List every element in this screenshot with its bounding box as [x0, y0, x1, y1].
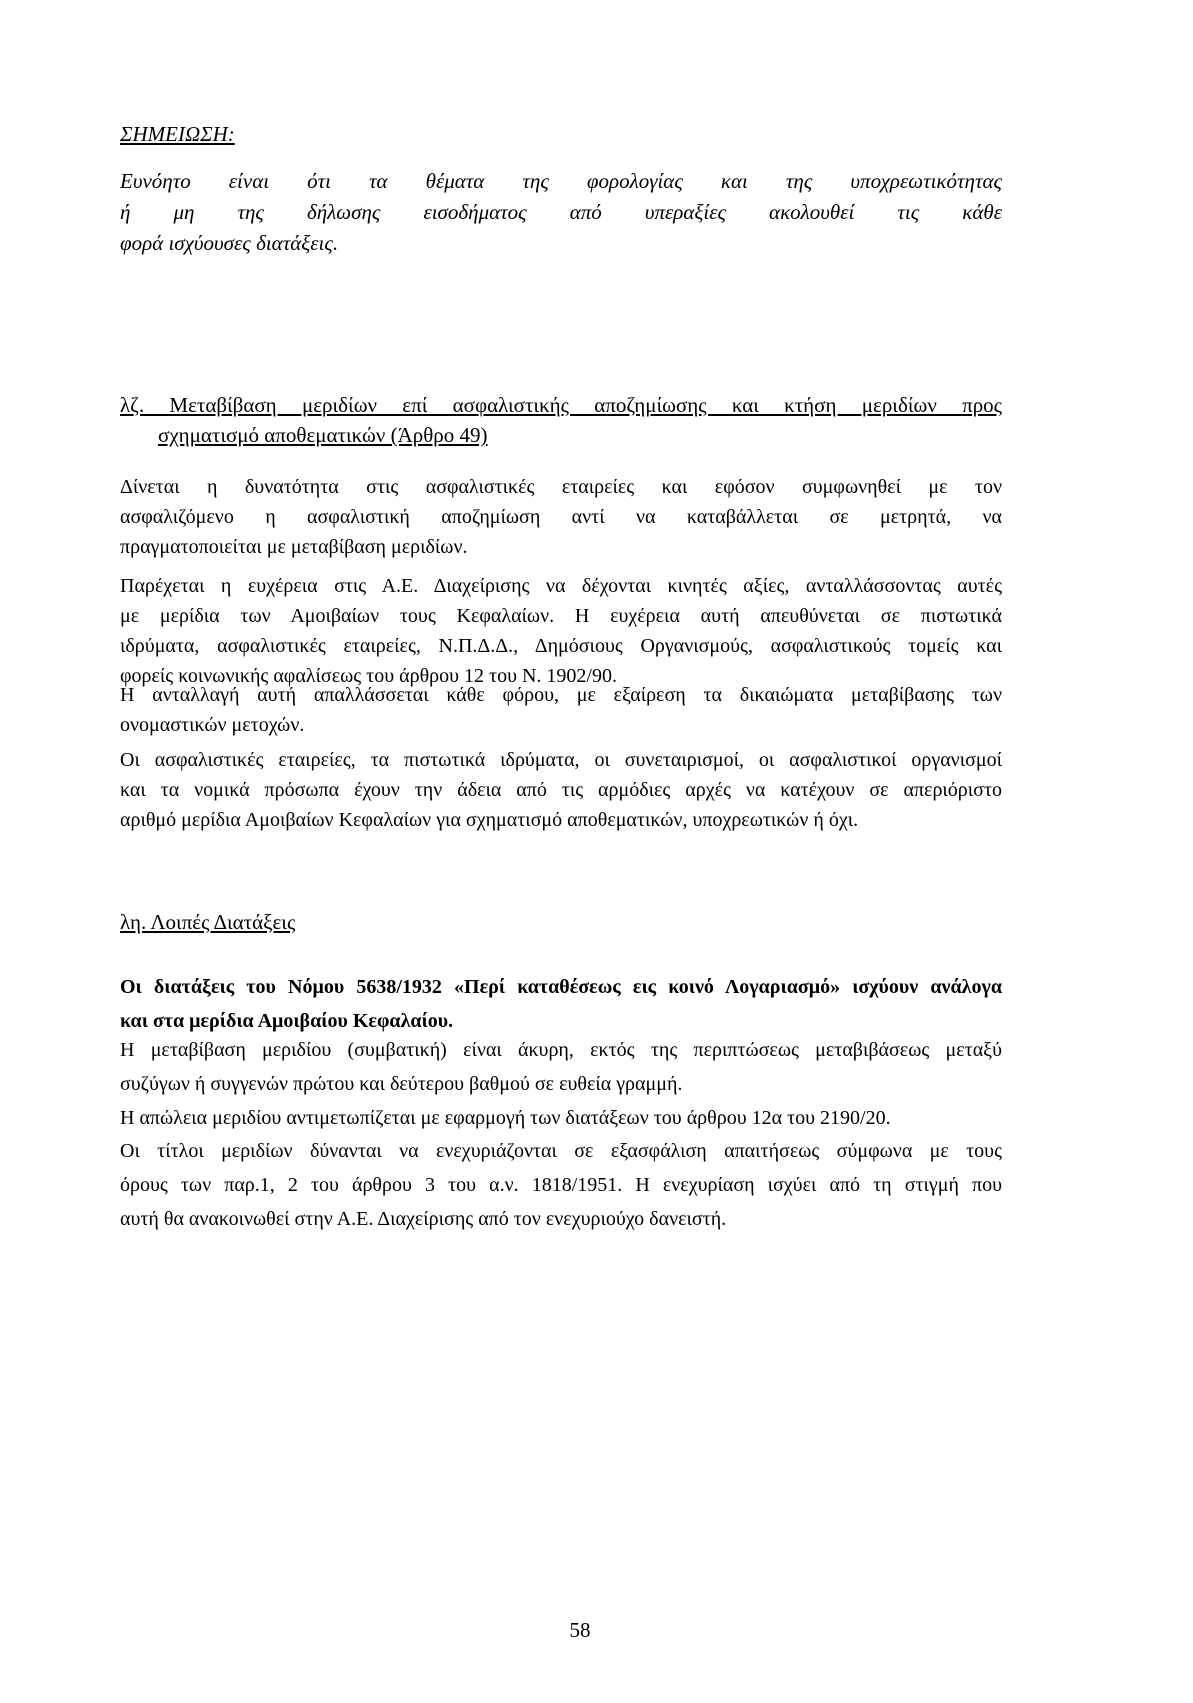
note-line: ή μη της δήλωσης εισοδήματος από υπεραξίες ακολουθεί τις κάθε — [120, 200, 1002, 224]
note-title: ΣΗΜΕΙΩΣΗ: — [120, 122, 235, 146]
paragraph-line: και τα νομικά πρόσωπα έχουν την άδεια από τις αρμόδιες αρχές να κατέχουν σε απεριόριστο — [120, 779, 1002, 801]
paragraph — [120, 571, 1002, 691]
paragraph-line: Οι τίτλοι μεριδίων δύνανται να ενεχυριάζονται σε εξασφάλιση απαιτήσεως σύμφωνα με τους — [120, 1140, 1002, 1162]
paragraph-line: Παρέχεται η ευχέρεια στις Α.Ε. Διαχείρισης να δέχονται κινητές αξίες, ανταλλάσσοντας αυτές — [120, 575, 1002, 597]
paragraph — [120, 1101, 1002, 1135]
paragraph-line: με μερίδια των Αμοιβαίων τους Κεφαλαίων. Η ευχέρεια αυτή απευθύνεται σε πιστωτικά — [120, 605, 1002, 627]
paragraph — [120, 745, 1002, 835]
paragraph-line: αριθμό μερίδια Αμοιβαίων Κεφαλαίων για σχηματισμό αποθεματικών, υποχρεωτικών ή όχι. — [120, 809, 859, 831]
paragraph-line: φορείς κοινωνικής αφαλίσεως του άρθρου 12 του Ν. 1902/90. — [120, 665, 617, 687]
note-line: φορά ισχύουσες διατάξεις. — [120, 231, 339, 255]
paragraph — [120, 1134, 1002, 1236]
section-heading-lz — [120, 390, 1002, 450]
note-body — [120, 166, 1002, 259]
paragraph-line: Οι ασφαλιστικές εταιρείες, τα πιστωτικά ιδρύματα, οι συνεταιρισμοί, οι ασφαλιστικοί οργανισμοί — [120, 749, 1002, 771]
section-heading-line: λζ. Μεταβίβαση μεριδίων επί ασφαλιστικής αποζημίωσης και κτήση μεριδίων προς — [120, 393, 1002, 417]
paragraph — [120, 680, 1002, 740]
paragraph-line: ιδρύματα, ασφαλιστικές εταιρείες, Ν.Π.Δ.Δ., Δημόσιους Οργανισμούς, ασφαλιστικούς τομείς και — [120, 635, 1002, 657]
section-heading-line: σχηματισμό αποθεματικών (Άρθρο 49) — [158, 423, 488, 447]
paragraph-line: Η απώλεια μεριδίου αντιμετωπίζεται με εφαρμογή των διατάξεων του άρθρου 12α του 2190/20. — [120, 1107, 891, 1129]
page-number: 58 — [569, 1618, 591, 1642]
paragraph-line: Η ανταλλαγή αυτή απαλλάσσεται κάθε φόρου, με εξαίρεση τα δικαιώματα μεταβίβασης των — [120, 684, 1002, 706]
paragraph-line: και στα μερίδια Αμοιβαίου Κεφαλαίου. — [120, 1010, 454, 1032]
paragraph-line: Οι διατάξεις του Νόμου 5638/1932 «Περί καταθέσεως εις κοινό Λογαριασμό» ισχύουν ανάλογα — [120, 976, 1002, 998]
paragraph — [120, 970, 1002, 1038]
paragraph-line: συζύγων ή συγγενών πρώτου και δεύτερου βαθμού σε ευθεία γραμμή. — [120, 1073, 683, 1095]
section-heading-li: λη. Λοιπές Διατάξεις — [120, 910, 296, 934]
paragraph — [120, 472, 1002, 562]
paragraph-line: ασφαλιζόμενο η ασφαλιστική αποζημίωση αντί να καταβάλλεται σε μετρητά, να — [120, 506, 1002, 528]
paragraph-line: ονομαστικών μετοχών. — [120, 714, 305, 736]
paragraph-line: όρους των παρ.1, 2 του άρθρου 3 του α.ν. 1818/1951. Η ενεχυρίαση ισχύει από τη στιγμή που — [120, 1174, 1002, 1196]
paragraph-line: πραγματοποιείται με μεταβίβαση μεριδίων. — [120, 536, 468, 558]
paragraph-line: αυτή θα ανακοινωθεί στην Α.Ε. Διαχείρισης από τον ενεχυριούχο δανειστή. — [120, 1208, 727, 1230]
paragraph — [120, 1033, 1002, 1101]
paragraph-line: Δίνεται η δυνατότητα στις ασφαλιστικές εταιρείες και εφόσον συμφωνηθεί με τον — [120, 476, 1002, 498]
paragraph-line: Η μεταβίβαση μεριδίου (συμβατική) είναι άκυρη, εκτός της περιπτώσεως μεταβιβάσεως μεταξύ — [120, 1039, 1002, 1061]
note-line: Ευνόητο είναι ότι τα θέματα της φορολογίας και της υποχρεωτικότητας — [120, 169, 1002, 193]
